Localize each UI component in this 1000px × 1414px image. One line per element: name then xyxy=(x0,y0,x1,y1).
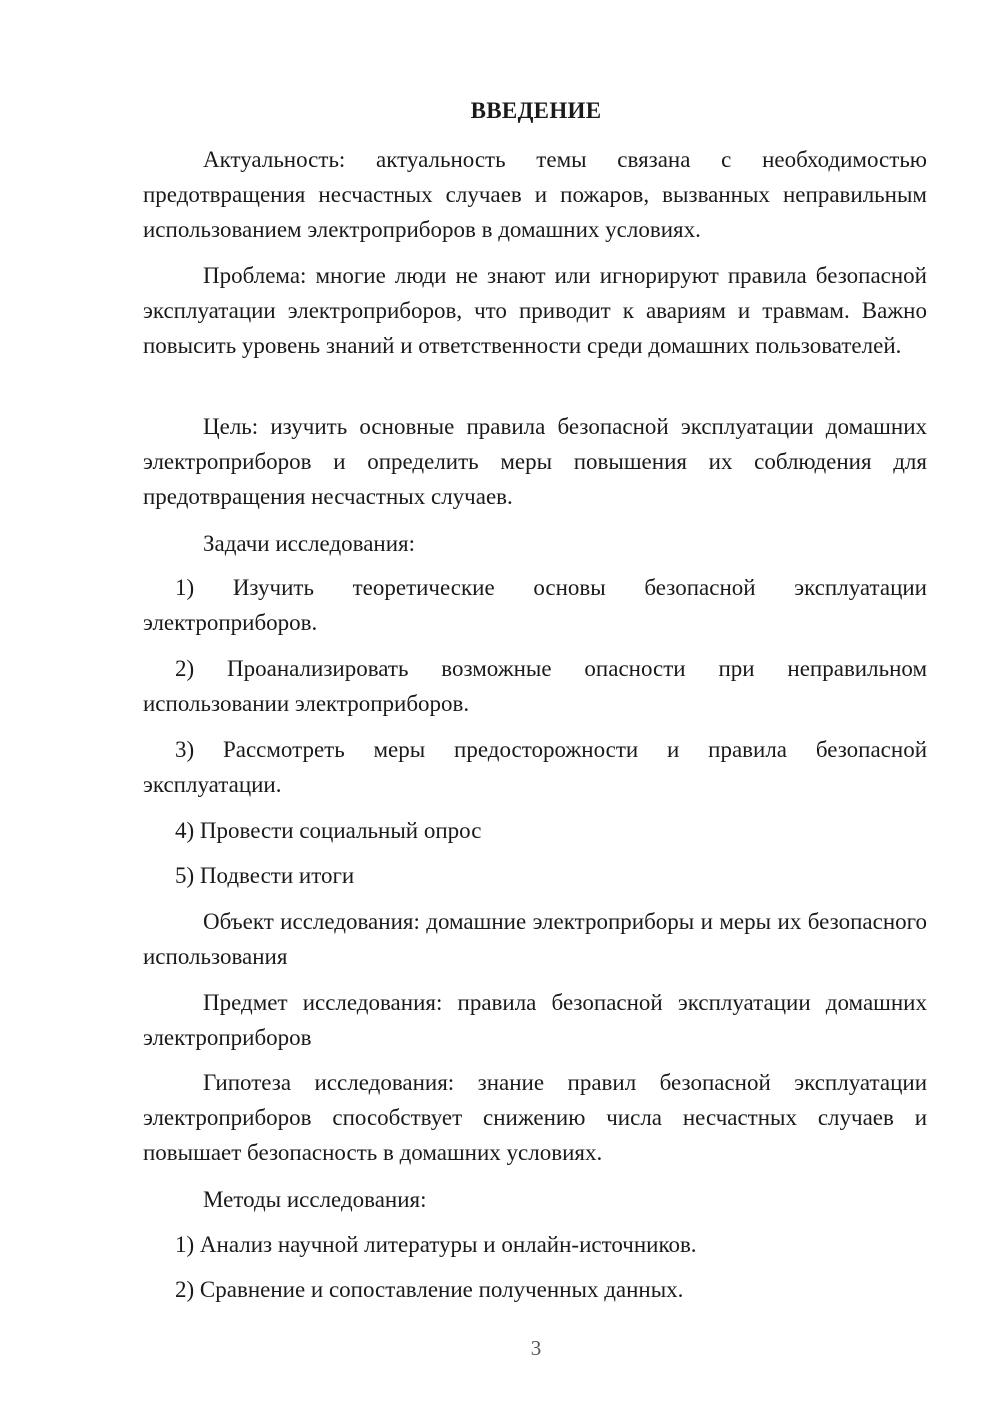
task-item-4: 4) Провести социальный опрос xyxy=(175,818,482,843)
task-item-1: 1) Изучить теоретические основы безопасной эксплуатации электроприборов. xyxy=(143,575,927,635)
task-item-3: 3) Рассмотреть меры предосторожности и правила безопасной эксплуатации. xyxy=(143,737,927,797)
methods-heading: Методы исследования: xyxy=(203,1187,427,1212)
paragraph-relevance: Актуальность: актуальность темы связана с необходимостью предотвращения несчастных случаев и пожаров, вызванных неправильным использованием электроприборов в домашних условиях. xyxy=(143,147,927,242)
paragraph-hypothesis: Гипотеза исследования: знание правил безопасной эксплуатации электроприборов способствует снижению числа несчастных случаев и повышает безопасность в домашних условиях. xyxy=(143,1070,927,1165)
paragraph-problem: Проблема: многие люди не знают или игнорируют правила безопасной эксплуатации электроприборов, что приводит к авариям и травмам. Важно повысить уровень знаний и ответственности среди домашних пользователей. xyxy=(143,263,927,358)
tasks-heading: Задачи исследования: xyxy=(203,531,416,556)
method-item-1: 1) Анализ научной литературы и онлайн-источников. xyxy=(175,1232,697,1257)
page-title: ВВЕДЕНИЕ xyxy=(470,98,602,123)
page-number: 3 xyxy=(530,1336,542,1360)
task-item-5: 5) Подвести итоги xyxy=(175,863,355,888)
paragraph-object: Объект исследования: домашние электроприборы и меры их безопасного использования xyxy=(143,909,927,969)
paragraph-subject: Предмет исследования: правила безопасной эксплуатации домашних электроприборов xyxy=(143,990,927,1050)
task-item-2: 2) Проанализировать возможные опасности при неправильном использовании электроприборов. xyxy=(143,656,927,716)
paragraph-goal: Цель: изучить основные правила безопасной эксплуатации домашних электроприборов и определить меры повышения их соблюдения для предотвращения несчастных случаев. xyxy=(143,414,927,509)
method-item-2: 2) Сравнение и сопоставление полученных данных. xyxy=(175,1277,684,1302)
